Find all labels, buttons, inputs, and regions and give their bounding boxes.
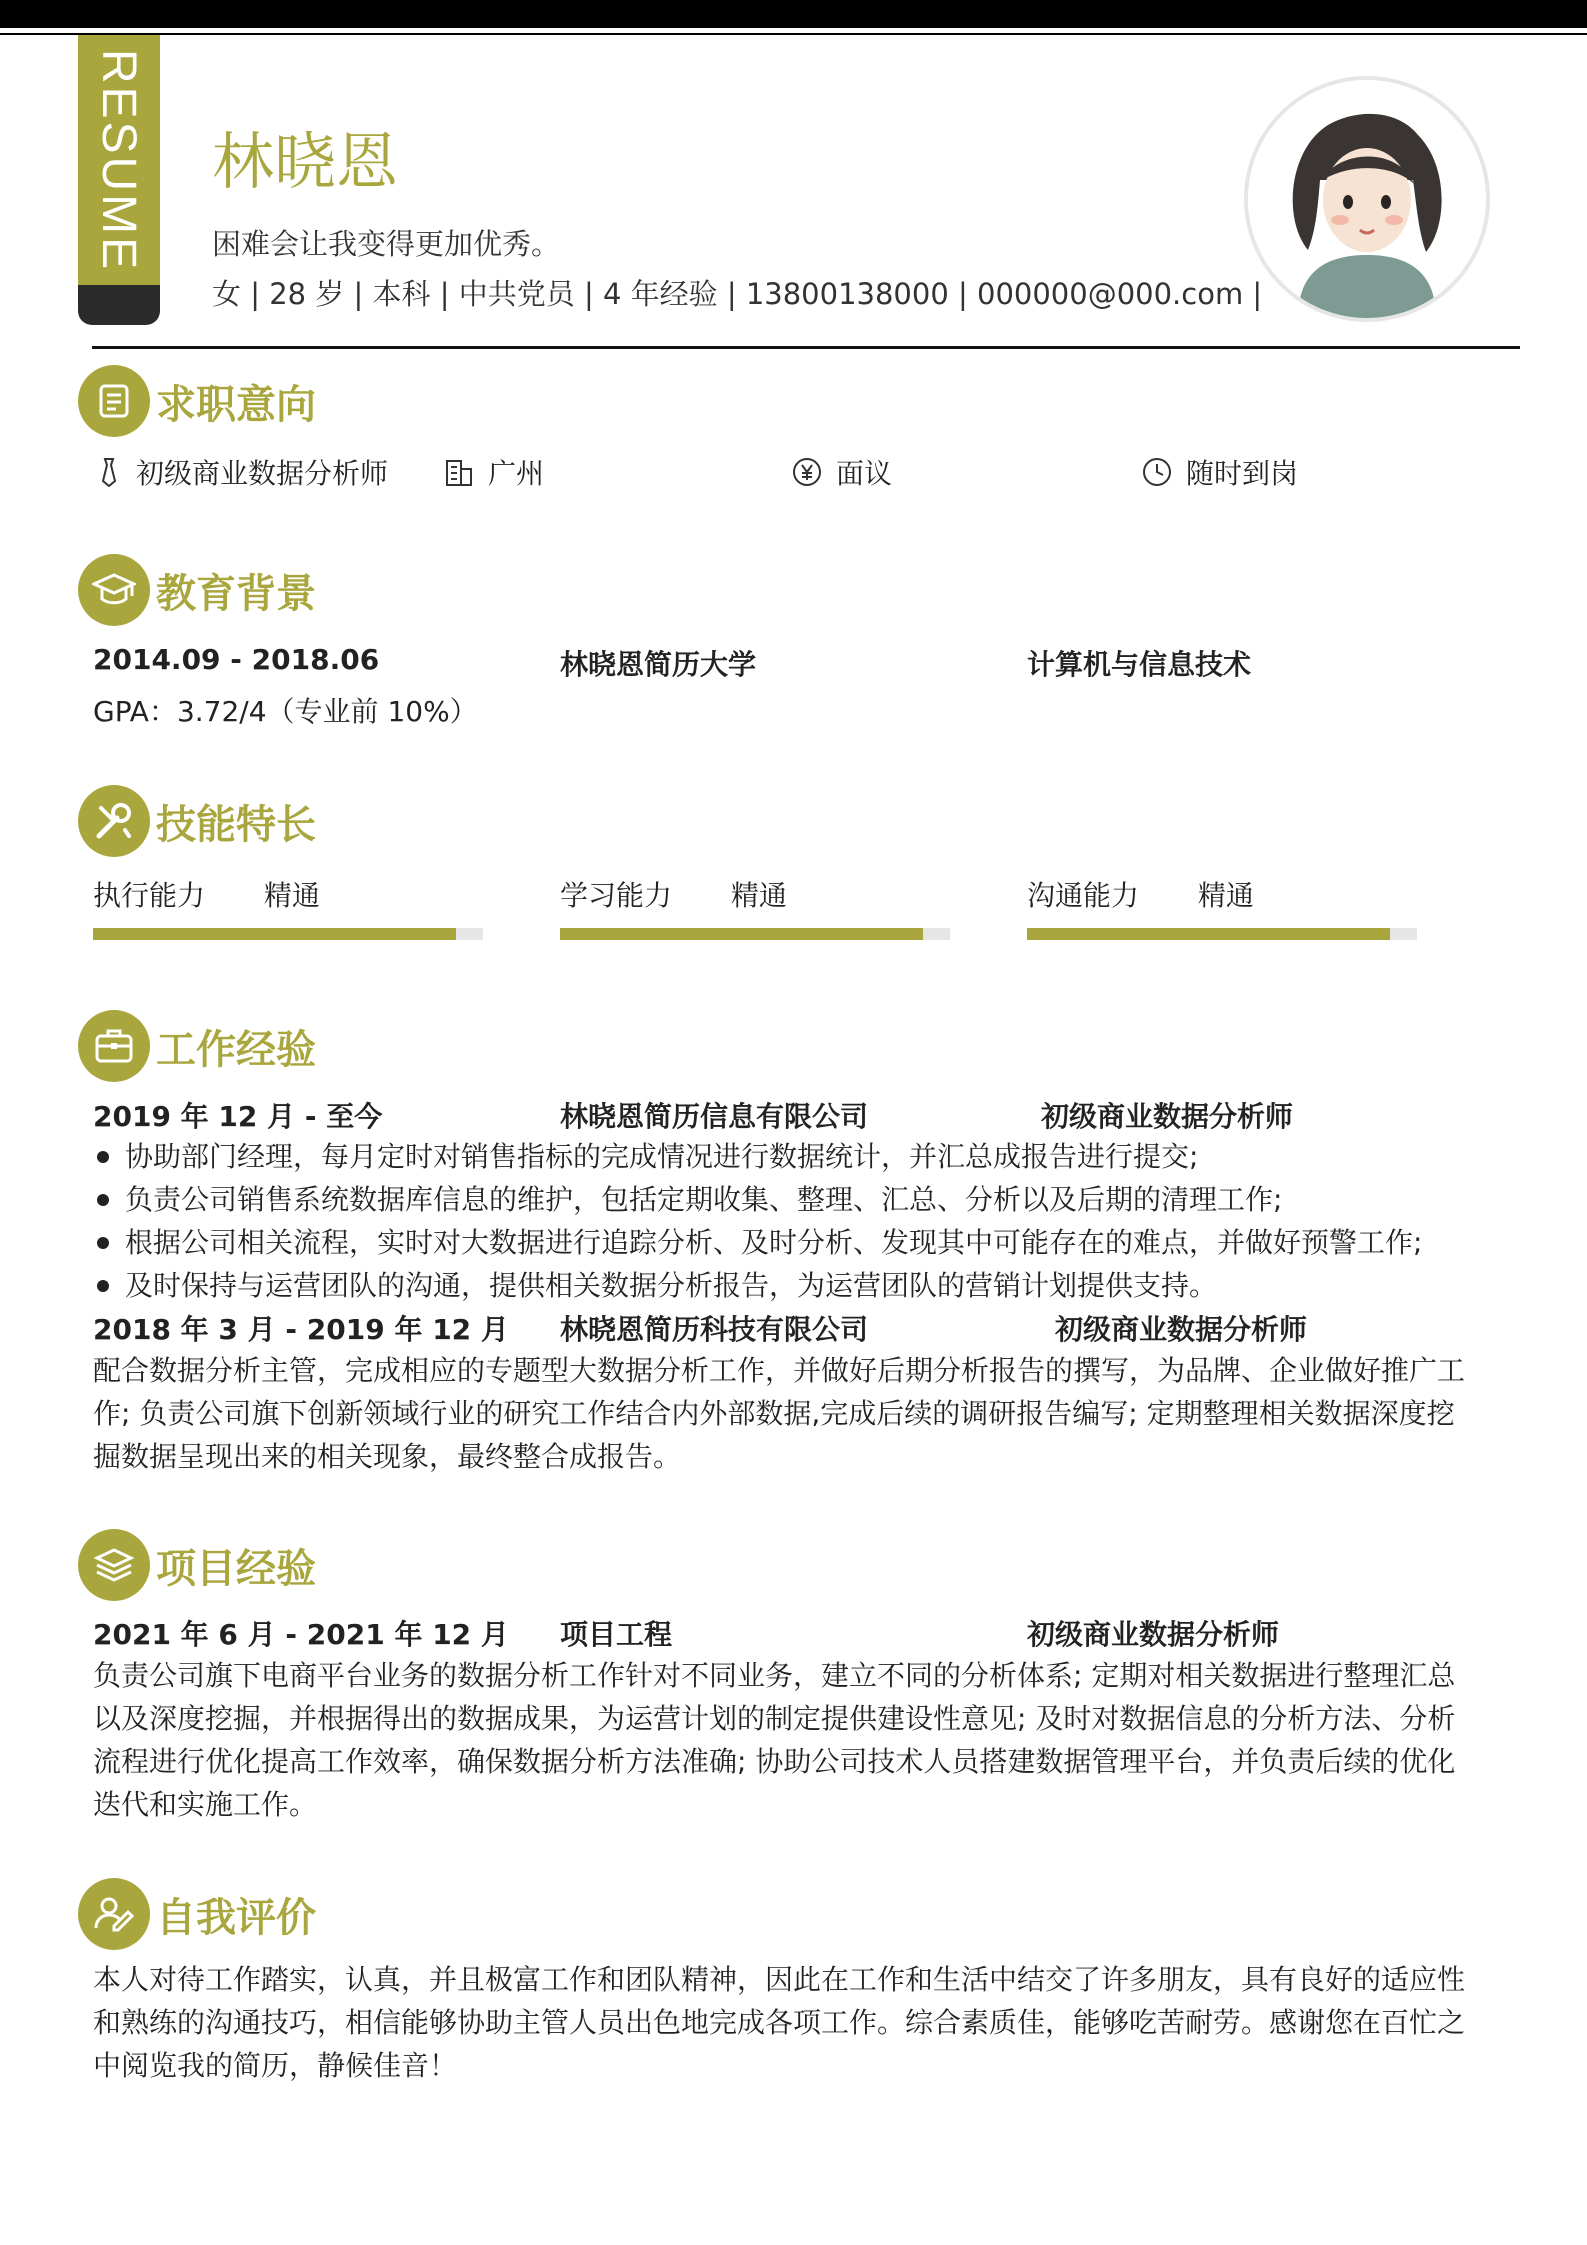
resume-ribbon-text-wrap (78, 35, 160, 285)
briefcase-icon (78, 1010, 150, 1082)
top-bar (0, 0, 1587, 28)
section-work (78, 1009, 316, 1083)
tie-icon (96, 457, 122, 487)
project-description: 负责公司旗下电商平台业务的数据分析工作针对不同业务，建立不同的分析体系; 定期对相关数据进行整理汇总以及深度挖掘，并根据得出的数据成果，为运营计划的制定提供建设性意见; 及时对数据信息的分析方法、分析流程进行优化提高工作效率，确保数据分析方法准确; 协助公司技术人员搭建数据管理平台，并负责后续的优化迭代和实施工作。 (93, 1659, 1456, 1821)
self-evaluation: 本人对待工作踏实，认真，并且极富工作和团队精神，因此在工作和生活中结交了许多朋友，具有良好的适应性和熟练的沟通技巧，相信能够协助主管人员出色地完成各项工作。综合素质佳，能够吃苦耐劳。感谢您在百忙之中阅览我的简历，静候佳音！ (93, 1963, 1466, 2082)
section-project (78, 1528, 316, 1602)
work-1-bullets (93, 1135, 1493, 1307)
intent-position-text: 初级商业数据分析师 (136, 457, 389, 490)
skill-name: 沟通能力 (1027, 879, 1140, 912)
candidate-info: 女 | 28 岁 | 本科 | 中共党员 | 4 年经验 | 13800138000 | 000000@000.com | (212, 277, 1263, 311)
layers-icon (78, 1529, 150, 1601)
tools-icon (78, 785, 150, 857)
edu-period: 2014.09 - 2018.06 (93, 643, 380, 676)
skill-label-1 (93, 874, 320, 914)
clock-icon (1142, 457, 1172, 487)
skill-level: 精通 (730, 879, 787, 912)
skill-bar-2 (560, 928, 950, 940)
yen-icon (792, 457, 822, 487)
section-title: 工作经验 (156, 1026, 316, 1073)
edu-gpa: GPA：3.72/4（专业前 10%） (93, 695, 478, 728)
section-education (78, 553, 316, 627)
candidate-motto: 困难会让我变得更加优秀。 (212, 227, 561, 261)
section-intent (78, 364, 316, 438)
header-rule (92, 346, 1520, 349)
work-2-period: 2018 年 3 月 - 2019 年 12 月 (93, 1313, 509, 1346)
list-item: 负责公司销售系统数据库信息的维护，包括定期收集、整理、汇总、分析以及后期的清理工作; (93, 1178, 1493, 1221)
intent-salary (792, 452, 892, 492)
work-1-company: 林晓恩简历信息有限公司 (560, 1100, 869, 1133)
graduation-cap-icon (78, 554, 150, 626)
section-title: 教育背景 (156, 570, 316, 617)
skill-bar-fill (1027, 928, 1390, 940)
skill-label-2 (560, 874, 787, 914)
building-icon (444, 457, 474, 487)
list-item: 根据公司相关流程，实时对大数据进行追踪分析、及时分析、发现其中可能存在的难点，并做好预警工作; (93, 1221, 1493, 1264)
list-item: 协助部门经理，每月定时对销售指标的完成情况进行数据统计，并汇总成报告进行提交; (93, 1135, 1493, 1178)
resume-ribbon-cap (78, 285, 160, 325)
section-skills (78, 784, 316, 858)
resume-doc-icon (78, 365, 150, 437)
intent-salary-text: 面议 (836, 457, 893, 490)
section-title: 自我评价 (156, 1894, 316, 1941)
edu-major: 计算机与信息技术 (1027, 648, 1252, 681)
project-title: 初级商业数据分析师 (1027, 1618, 1280, 1651)
work-2-description: 配合数据分析主管，完成相应的专题型大数据分析工作，并做好后期分析报告的撰写，为品牌、企业做好推广工作; 负责公司旗下创新领域行业的研究工作结合内外部数据,完成后续的调研报告编写; 定期整理相关数据深度挖掘数据呈现出来的相关现象，最终整合成报告。 (93, 1354, 1466, 1473)
intent-position (96, 452, 388, 492)
skill-level: 精通 (263, 879, 320, 912)
skill-bar-fill (560, 928, 923, 940)
skill-name: 执行能力 (93, 879, 206, 912)
candidate-name: 林晓恩 (212, 125, 399, 198)
avatar (1244, 76, 1490, 322)
project-name: 项目工程 (560, 1618, 673, 1651)
list-item: 及时保持与运营团队的沟通，提供相关数据分析报告，为运营团队的营销计划提供支持。 (93, 1264, 1493, 1307)
avatar-illustration (1248, 80, 1486, 318)
intent-availability (1142, 452, 1298, 492)
section-title: 技能特长 (156, 801, 316, 848)
intent-city (444, 452, 544, 492)
resume-ribbon-text: RESUME (92, 48, 146, 272)
skill-bar-3 (1027, 928, 1417, 940)
section-title: 项目经验 (156, 1545, 316, 1592)
section-title: 求职意向 (156, 381, 316, 428)
top-bar-line (0, 33, 1587, 35)
section-self (78, 1877, 316, 1951)
skill-name: 学习能力 (560, 879, 673, 912)
work-2-company: 林晓恩简历科技有限公司 (560, 1313, 869, 1346)
skill-label-3 (1027, 874, 1254, 914)
edu-school: 林晓恩简历大学 (560, 648, 757, 681)
project-period: 2021 年 6 月 - 2021 年 12 月 (93, 1618, 509, 1651)
skill-bar-fill (93, 928, 456, 940)
work-2-title: 初级商业数据分析师 (1055, 1313, 1308, 1346)
intent-city-text: 广州 (488, 457, 545, 490)
work-1-title: 初级商业数据分析师 (1041, 1100, 1294, 1133)
work-1-period: 2019 年 12 月 - 至今 (93, 1100, 383, 1133)
intent-availability-text: 随时到岗 (1186, 457, 1299, 490)
user-edit-icon (78, 1878, 150, 1950)
skill-bar-1 (93, 928, 483, 940)
skill-level: 精通 (1197, 879, 1254, 912)
